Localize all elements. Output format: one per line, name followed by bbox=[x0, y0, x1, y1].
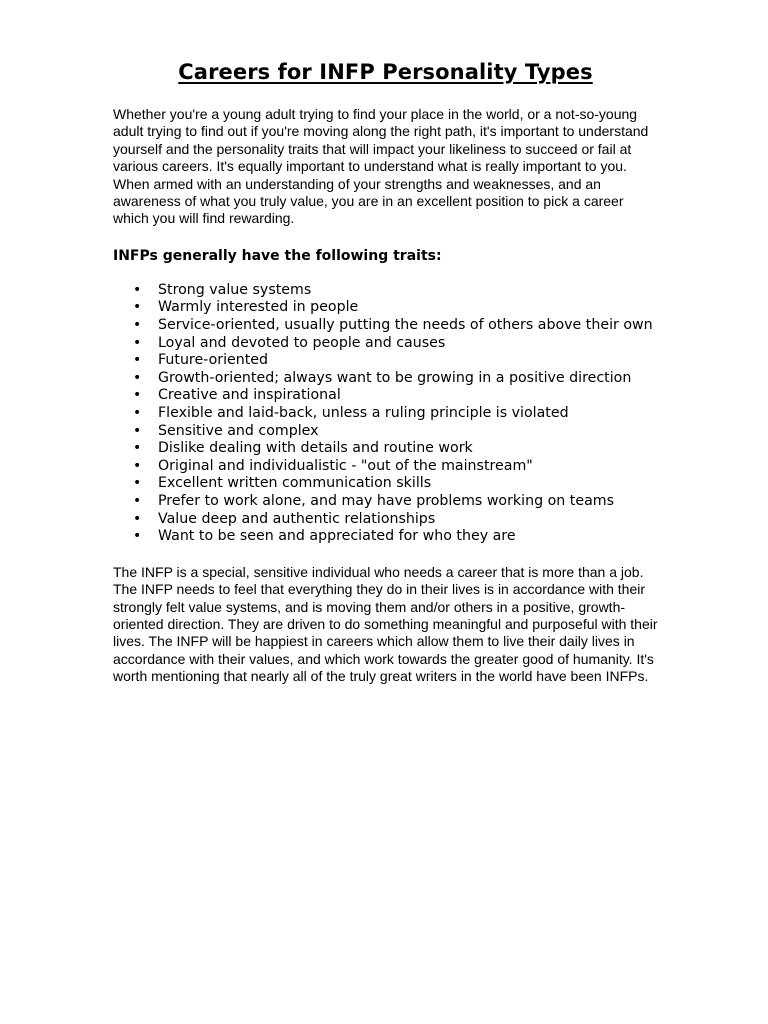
bullet-icon: • bbox=[133, 405, 142, 421]
traits-list bbox=[113, 282, 658, 546]
trait-text: Original and individualistic - "out of the mainstream" bbox=[158, 457, 533, 474]
list-item bbox=[113, 370, 658, 388]
list-item bbox=[113, 317, 658, 335]
list-item bbox=[113, 475, 658, 493]
trait-text: Want to be seen and appreciated for who they are bbox=[158, 528, 516, 545]
trait-text: Strong value systems bbox=[158, 281, 312, 298]
document-title: Careers for INFP Personality Types bbox=[178, 60, 593, 84]
trait-text: Dislike dealing with details and routine work bbox=[158, 440, 473, 457]
list-item bbox=[113, 423, 658, 441]
intro-paragraph: Whether you're a young adult trying to find your place in the world, or a not-so-young adult trying to find out if you're moving along the right path, it's important to understand yourself and the personality traits that will impact your likeliness to succeed or fail at various careers. It's equally important to understand what is really important to you. When armed with an understanding of your strengths and weaknesses, and an awareness of what you truly value, you are in an excellent position to pick a career which you will find rewarding. bbox=[113, 106, 649, 227]
bullet-icon: • bbox=[133, 492, 142, 509]
trait-text: Creative and inspirational bbox=[158, 387, 341, 404]
list-item bbox=[113, 440, 658, 458]
list-item bbox=[113, 299, 658, 317]
trait-text: Service-oriented, usually putting the needs of others above their own bbox=[158, 317, 653, 334]
trait-text: Excellent written communication skills bbox=[158, 475, 432, 492]
closing-paragraph: The INFP is a special, sensitive individual who needs a career that is more than a job. The INFP needs to feel that everything they do in their lives is in accordance with their strongly felt value systems, and is moving them and/or others in a positive, growth-oriented direction. They are driven to do something meaningful and purposeful with their lives. The INFP will be happiest in careers which allow them to live their daily lives in accordance with their values, and which work towards the greater good of humanity. It's worth mentioning that nearly all of the truly great writers in the world have been INFPs. bbox=[113, 563, 658, 685]
list-item bbox=[113, 405, 658, 423]
bullet-icon: • bbox=[133, 369, 142, 386]
bullet-icon: • bbox=[133, 422, 142, 439]
list-item bbox=[113, 387, 658, 405]
list-item bbox=[113, 511, 658, 529]
trait-text: Loyal and devoted to people and causes bbox=[158, 334, 446, 351]
bullet-icon: • bbox=[133, 440, 142, 457]
list-item bbox=[113, 458, 658, 476]
list-item bbox=[113, 493, 658, 511]
list-item bbox=[113, 335, 658, 353]
trait-text: Prefer to work alone, and may have problems working on teams bbox=[158, 492, 614, 509]
bullet-icon: • bbox=[133, 457, 142, 474]
document-page bbox=[113, 60, 658, 686]
trait-text: Future-oriented bbox=[158, 352, 269, 369]
list-item bbox=[113, 528, 658, 546]
bullet-icon: • bbox=[133, 299, 142, 316]
bullet-icon: • bbox=[133, 475, 142, 492]
bullet-icon: • bbox=[133, 317, 142, 334]
bullet-icon: • bbox=[133, 281, 142, 298]
trait-text: Growth-oriented; always want to be growing in a positive direction bbox=[158, 369, 632, 386]
bullet-icon: • bbox=[133, 510, 142, 527]
list-item bbox=[113, 352, 658, 370]
trait-text: Flexible and laid-back, unless a ruling principle is violated bbox=[158, 405, 569, 421]
bullet-icon: • bbox=[133, 387, 142, 404]
trait-text: Sensitive and complex bbox=[158, 422, 319, 439]
traits-heading: INFPs generally have the following traits: bbox=[113, 247, 442, 264]
list-item bbox=[113, 282, 658, 300]
bullet-icon: • bbox=[133, 334, 142, 351]
trait-text: Warmly interested in people bbox=[158, 299, 359, 316]
trait-text: Value deep and authentic relationships bbox=[158, 510, 436, 527]
bullet-icon: • bbox=[133, 528, 142, 545]
bullet-icon: • bbox=[133, 352, 142, 369]
